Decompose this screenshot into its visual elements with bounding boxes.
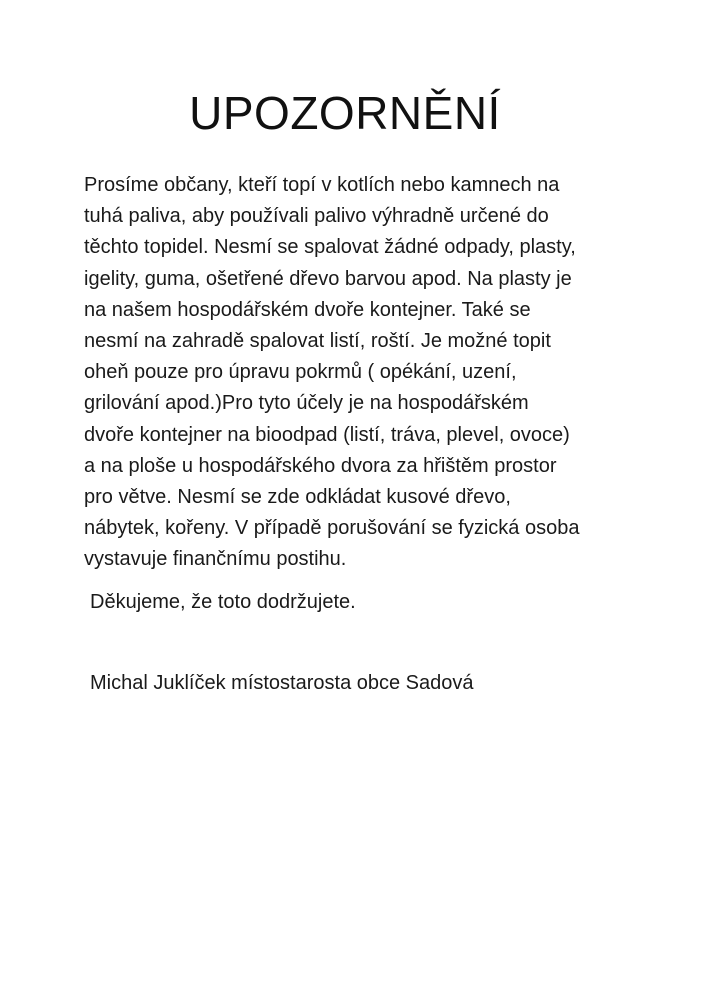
body-line: a na ploše u hospodářského dvora za hřištěm prostor: [84, 454, 557, 477]
thanks-line: Děkujeme, že toto dodržujete.: [90, 591, 356, 613]
body-line: tuhá paliva, aby používali palivo výhradně určené do: [84, 205, 549, 228]
body-line: pro větve. Nesmí se zde odkládat kusové dřevo,: [84, 486, 511, 509]
body-line: na našem hospodářském dvoře kontejner. Také se: [84, 298, 531, 321]
body-line: těchto topidel. Nesmí se spalovat žádné odpady, plasty,: [84, 236, 576, 259]
notice-title: UPOZORNĚNÍ: [189, 87, 501, 139]
body-line: nesmí na zahradě spalovat listí, roští. Je možné topit: [84, 330, 551, 353]
body-line: nábytek, kořeny. V případě porušování se fyzická osoba: [84, 517, 580, 540]
body-line: grilování apod.)Pro tyto účely je na hospodářském: [84, 392, 529, 415]
signature-line: Michal Juklíček místostarosta obce Sadová: [90, 672, 474, 694]
body-line: oheň pouze pro úpravu pokrmů ( opékání, uzení,: [84, 361, 517, 384]
body-line: igelity, guma, ošetřené dřevo barvou apod. Na plasty je: [84, 267, 572, 290]
body-line: Prosíme občany, kteří topí v kotlích nebo kamnech na: [84, 174, 560, 196]
body-line: vystavuje finančnímu postihu.: [84, 548, 347, 571]
notice-body: [84, 170, 644, 576]
body-line: dvoře kontejner na bioodpad (listí, tráva, plevel, ovoce): [84, 423, 570, 446]
